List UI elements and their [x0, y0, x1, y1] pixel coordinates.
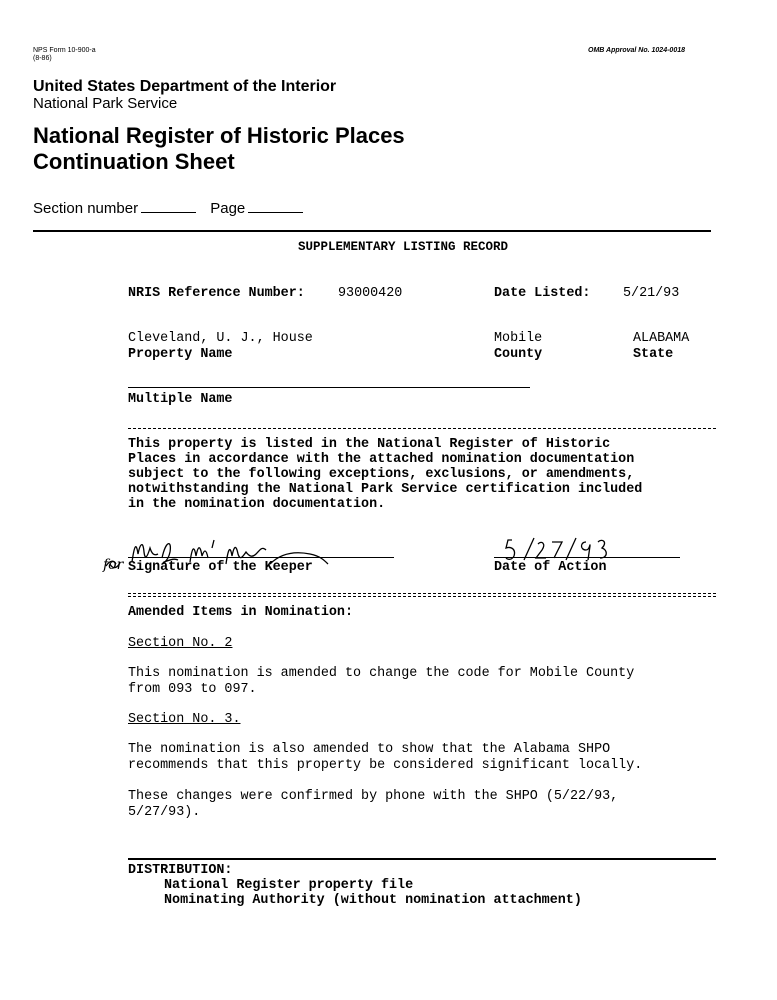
- nris-label: NRIS Reference Number:: [128, 286, 305, 301]
- confirmation-line: 5/27/93).: [128, 805, 201, 820]
- county-value: Mobile: [494, 331, 543, 346]
- for-handwriting: [103, 557, 123, 573]
- header-rule: [33, 230, 711, 232]
- title-line1: National Register of Historic Places: [33, 123, 405, 148]
- distribution-item: National Register property file: [164, 878, 414, 893]
- page-label: Page: [210, 200, 246, 217]
- date-listed-value: 5/21/93: [623, 286, 680, 301]
- state-value: ALABAMA: [633, 331, 690, 346]
- section-page-line: [33, 200, 303, 217]
- record-heading: SUPPLEMENTARY LISTING RECORD: [298, 240, 509, 254]
- confirmation-line: These changes were confirmed by phone with the SHPO (5/22/93,: [128, 789, 619, 804]
- service-name: National Park Service: [33, 95, 178, 112]
- section-3-line: recommends that this property be considered significant locally.: [128, 758, 643, 773]
- property-name-label: Property Name: [128, 347, 233, 362]
- county-label: County: [494, 347, 543, 362]
- page-blank: [248, 200, 303, 213]
- amended-items-heading: Amended Items in Nomination:: [128, 605, 353, 620]
- date-of-action-label: Date of Action: [494, 560, 607, 575]
- statement-line: This property is listed in the National Register of Historic: [128, 437, 611, 452]
- section-number-blank: [141, 200, 196, 213]
- omb-approval: OMB Approval No. 1024-0018: [588, 47, 685, 54]
- statement-line: notwithstanding the National Park Service certification included: [128, 482, 643, 497]
- form-date: (8-86): [33, 55, 52, 62]
- statement-line: subject to the following exceptions, exclusions, or amendments,: [128, 467, 635, 482]
- signature-label: Signature of the Keeper: [128, 560, 313, 575]
- multiple-name-label: Multiple Name: [128, 392, 233, 407]
- statement-line: Places in accordance with the attached nomination documentation: [128, 452, 635, 467]
- distribution-rule: [128, 858, 716, 860]
- department-name: United States Department of the Interior: [33, 78, 337, 95]
- section-2-heading: Section No. 2: [128, 636, 233, 651]
- section-2-line: This nomination is amended to change the code for Mobile County: [128, 666, 635, 681]
- distribution-item: Nominating Authority (without nomination attachment): [164, 893, 582, 908]
- double-divider: [128, 593, 716, 597]
- date-of-action-rule: [494, 557, 680, 558]
- multiple-name-rule: [128, 387, 530, 388]
- title-line2: Continuation Sheet: [33, 149, 235, 174]
- for-handwriting-text: for: [103, 557, 124, 573]
- section-3-heading: Section No. 3.: [128, 712, 241, 727]
- property-name-value: Cleveland, U. J., House: [128, 331, 313, 346]
- signature-rule: [128, 557, 394, 558]
- state-label: State: [633, 347, 674, 362]
- section-3-line: The nomination is also amended to show that the Alabama SHPO: [128, 742, 611, 757]
- nris-value: 93000420: [338, 286, 403, 301]
- distribution-heading: DISTRIBUTION:: [128, 863, 233, 878]
- section-2-line: from 093 to 097.: [128, 682, 257, 697]
- dashed-divider: [128, 428, 716, 429]
- form-number: NPS Form 10-900-a: [33, 47, 96, 54]
- date-listed-label: Date Listed:: [494, 286, 591, 301]
- statement-line: in the nomination documentation.: [128, 497, 386, 512]
- section-number-label: Section number: [33, 200, 139, 217]
